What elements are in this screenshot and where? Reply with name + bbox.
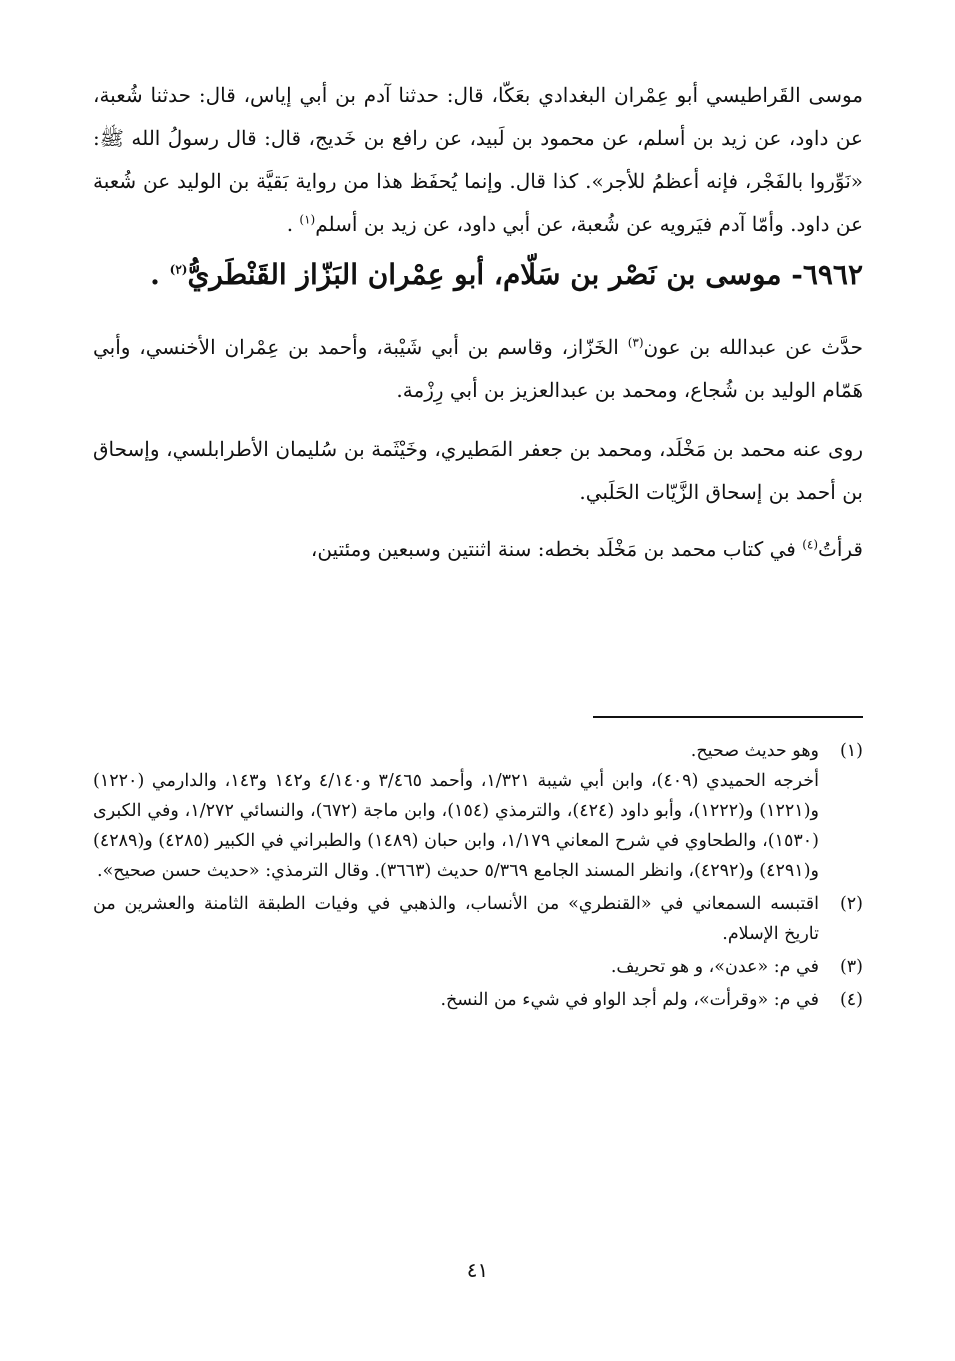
footnote-ref-4: (٤) xyxy=(802,537,819,552)
teachers-paragraph xyxy=(93,326,863,412)
footnote-ref-1: (١) xyxy=(299,212,316,227)
teachers-text-start: حدَّث عن عبدالله بن عون xyxy=(643,335,863,359)
footnote-ref-2: (٢) xyxy=(169,262,188,277)
footnote-ref-3: (٣) xyxy=(627,335,644,350)
footnote-line: في م: «وقرأت»، ولم أجد الواو في شيء من النسخ. xyxy=(440,990,819,1010)
reading-text-end: في كتاب محمد بن مَخْلَد بخطه: سنة اثنتين وسبعين ومئتين، xyxy=(310,537,803,561)
footnote-body xyxy=(93,952,819,982)
footnote-4 xyxy=(93,985,863,1015)
footnote-body xyxy=(93,736,819,886)
continuation-end: . xyxy=(286,212,300,236)
footnote-divider xyxy=(593,716,863,718)
entry-heading-end: . xyxy=(150,258,170,291)
footnote-line: في م: «عدن»، و هو تحريف. xyxy=(610,957,819,977)
footnote-number: (٣) xyxy=(839,957,863,977)
footnote-body xyxy=(93,985,819,1015)
reading-paragraph xyxy=(93,528,863,571)
reading-text-start: قرأتُ xyxy=(818,537,863,561)
continuation-text: موسى القَراطيسي أبو عِمْران البغدادي بعَكّا، قال: حدثنا آدم بن أبي إياس، قال: حدثنا شُعبة، عن داود، عن زيد بن أسلم، عن محمود بن لَبيد، عن رافع بن خَديج، قال: قال رسولُ الله ﷺ: «نَوِّروا بالفَجْر، فإنه أعظمُ للأجر». كذا قال. وإنما يُحفَظ هذا من رواية بَقيَّة بن الوليد عن شُعبة عن داود. وأمّا آدم فيَرويه عن شُعبة، عن أبي داود، عن زيد بن أسلم xyxy=(93,83,863,236)
entry-heading xyxy=(93,250,863,300)
continuation-paragraph xyxy=(93,74,863,246)
footnote-number: (٤) xyxy=(839,990,863,1010)
footnote-1 xyxy=(93,736,863,886)
footnote-body xyxy=(93,889,819,949)
footnote-line: وهو حديث صحيح. xyxy=(690,741,819,761)
footnote-3 xyxy=(93,952,863,982)
footnotes xyxy=(93,736,863,1018)
footnote-number: (١) xyxy=(839,741,863,761)
page-number: ٤١ xyxy=(466,1258,489,1282)
teachers-text-end: الخَزّاز، وقاسم بن أبي شَيْبة، وأحمد بن عِمْران الأخنسي، وأبي هَمّام الوليد بن شُجاع، ومحمد بن عبدالعزيز بن أبي رِزْمة. xyxy=(93,335,863,402)
footnote-line: أخرجه الحميدي (٤٠٩)، وابن أبي شيبة ١/٣٢١، وأحمد ٣/٤٦٥ و٤/١٤٠ و١٤٢ و١٤٣، والدارمي (١٢٢٠) و(١٢٢١) و(١٢٢٢)، وأبو داود (٤٢٤)، والترمذي (١٥٤)، وابن ماجة (٦٧٢)، والنسائي ١/٢٧٢، وفي الكبرى (١٥٣٠)، والطحاوي في شرح المعاني ١/١٧٩، وابن حبان (١٤٨٩) والطبراني في الكبير (٤٢٨٥) و(٤٢٨٩) و(٤٢٩١) و(٤٢٩٢)، وانظر المسند الجامع ٥/٣٦٩ حديث (٣٦٦٣). وقال الترمذي: «حديث حسن صحيح». xyxy=(93,771,819,881)
footnote-2 xyxy=(93,889,863,949)
students-paragraph: روى عنه محمد بن مَخْلَد، ومحمد بن جعفر المَطيري، وخَيْثَمة بن سُليمان الأطرابلسي، وإسحاق بن أحمد بن إسحاق الزَّيّات الحَلَبي. xyxy=(93,437,863,504)
main-text xyxy=(93,74,863,571)
footnote-number: (٢) xyxy=(839,894,863,914)
entry-heading-text: ٦٩٦٢- موسى بن نَصْر بن سَلّام، أبو عِمْران البَزّاز القَنْطَريُّ xyxy=(187,258,863,291)
footnote-line: اقتبسه السمعاني في «القنطري» من الأنساب، والذهبي في وفيات الطبقة الثامنة والعشرين من تاريخ الإسلام. xyxy=(93,894,819,944)
